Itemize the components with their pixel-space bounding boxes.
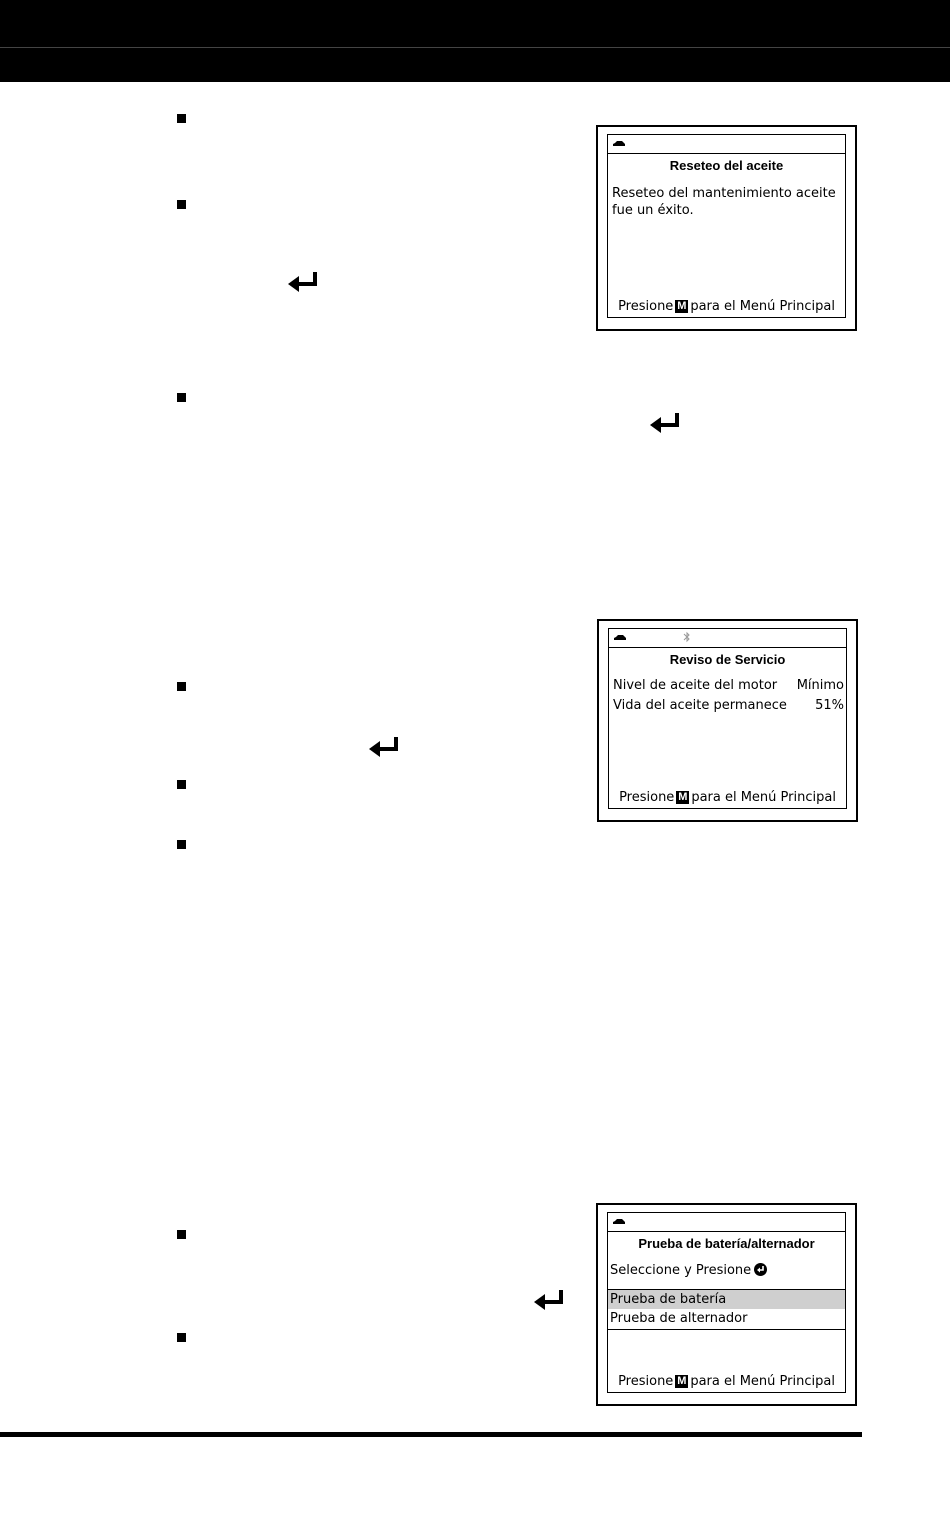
device-screen-oil-reset <box>596 125 857 331</box>
row-label: Vida del aceite permanece <box>613 698 787 713</box>
row-label: Nivel de aceite del motor <box>613 678 778 693</box>
status-bar <box>608 135 845 154</box>
car-icon <box>612 1218 626 1225</box>
status-bar <box>609 629 846 648</box>
bullet-marker <box>177 840 186 849</box>
menu-item-battery-test[interactable]: Prueba de batería <box>608 1290 845 1309</box>
device-screen-service-check <box>597 619 858 822</box>
enter-icon <box>754 1263 767 1276</box>
menu-divider <box>608 1329 845 1330</box>
bullet-marker <box>177 114 186 123</box>
bullet-marker <box>177 682 186 691</box>
screen-title: Prueba de batería/alternador <box>638 1236 815 1251</box>
bluetooth-icon <box>683 631 691 643</box>
m-key-icon: M <box>678 791 688 803</box>
page-header-bar <box>0 0 950 82</box>
page-bottom-rule <box>0 1432 862 1437</box>
screen-footer <box>608 299 845 315</box>
enter-key-icon <box>533 1288 565 1312</box>
message-line: Reseteo del mantenimiento aceite <box>612 186 836 201</box>
m-key-icon: M <box>677 300 687 312</box>
screen-footer <box>608 1374 845 1390</box>
screen-footer <box>609 790 846 806</box>
enter-key-icon <box>287 270 319 294</box>
lcd-display <box>608 628 847 809</box>
m-key-icon: M <box>677 1375 687 1387</box>
footer-text: para el Menú Principal <box>691 790 836 805</box>
car-icon <box>613 634 627 641</box>
footer-text: Presione <box>618 1374 674 1389</box>
footer-text: para el Menú Principal <box>690 299 835 314</box>
bullet-marker <box>177 200 186 209</box>
menu-item-alternator-test[interactable]: Prueba de alternador <box>610 1311 748 1326</box>
message-line: fue un éxito. <box>612 203 694 218</box>
lcd-display <box>607 134 846 318</box>
select-prompt <box>610 1262 767 1279</box>
row-value: 51% <box>815 698 844 713</box>
car-icon <box>612 140 626 147</box>
screen-title: Reviso de Servicio <box>669 652 786 667</box>
bullet-marker <box>177 780 186 789</box>
footer-text: para el Menú Principal <box>690 1374 835 1389</box>
bullet-marker <box>177 1230 186 1239</box>
enter-key-icon <box>368 735 400 759</box>
lcd-display <box>607 1212 846 1393</box>
row-value: Mínimo <box>796 678 844 693</box>
enter-key-icon <box>649 411 681 435</box>
status-bar <box>608 1213 845 1232</box>
header-divider <box>0 47 950 48</box>
bullet-marker <box>177 1333 186 1342</box>
prompt-text: Seleccione y Presione <box>610 1263 752 1278</box>
device-screen-battery-test <box>596 1203 857 1406</box>
footer-text: Presione <box>618 299 674 314</box>
bullet-marker <box>177 393 186 402</box>
screen-title: Reseteo del aceite <box>669 158 784 173</box>
footer-text: Presione <box>619 790 675 805</box>
